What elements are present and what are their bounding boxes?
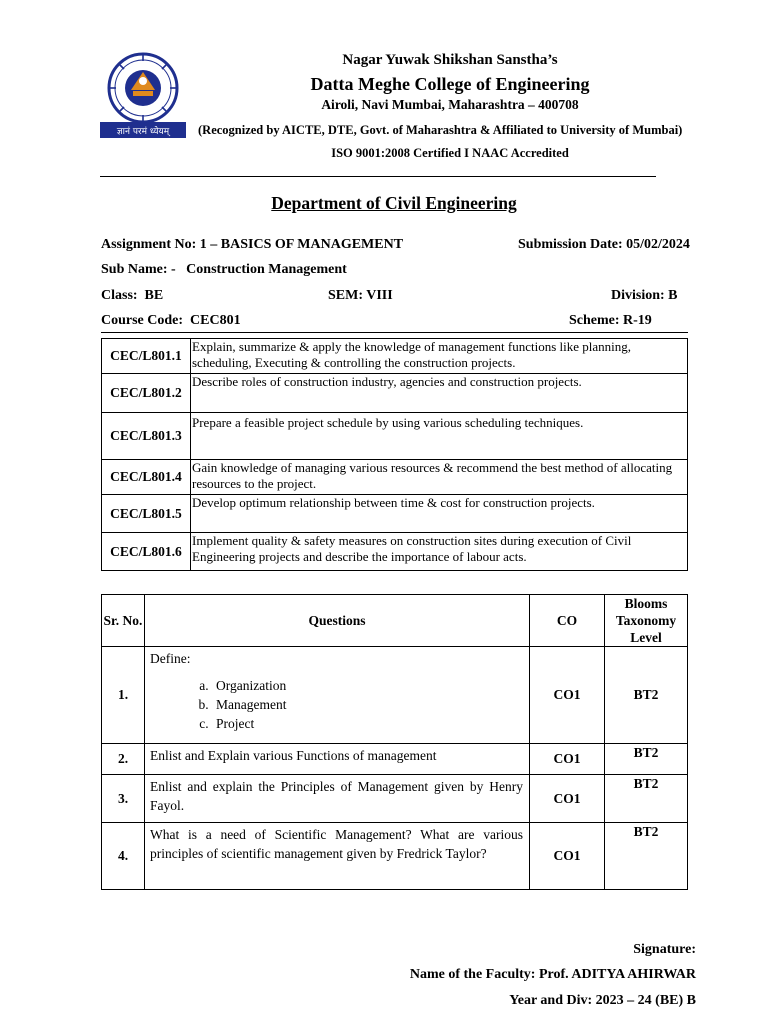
- course-code: Course Code: CEC801: [101, 313, 241, 328]
- submission-date: Submission Date: 05/02/2024: [518, 237, 690, 252]
- co-code: CEC/L801.5: [102, 495, 191, 533]
- assignment-title: Assignment No: 1 – BASICS OF MANAGEMENT: [101, 237, 404, 252]
- co-code: CEC/L801.2: [102, 374, 191, 413]
- society-name: Nagar Yuwak Shikshan Sanstha’s: [342, 52, 558, 68]
- co-code: CEC/L801.1: [102, 339, 191, 374]
- questions-header: Questions: [145, 595, 530, 647]
- co-row: [102, 533, 688, 571]
- question-row: [102, 823, 688, 890]
- question-number: 2.: [102, 744, 145, 775]
- co-description: Develop optimum relationship between time & cost for construction projects.: [191, 495, 688, 533]
- signature-label: Signature:: [633, 942, 696, 957]
- co-description: Implement quality & safety measures on construction sites during execution of Civil Engineering projects and describe the importance of labour acts.: [191, 533, 688, 571]
- co-row: [102, 339, 688, 374]
- co-row: [102, 413, 688, 460]
- question-blooms-level: BT2: [605, 775, 688, 823]
- co-row: [102, 495, 688, 533]
- questions-table: [101, 594, 688, 890]
- college-logo: [97, 50, 189, 140]
- co-description: Describe roles of construction industry, agencies and construction projects.: [191, 374, 688, 413]
- blooms-header: Blooms Taxonomy Level: [605, 595, 688, 647]
- question-number: 3.: [102, 775, 145, 823]
- question-text: What is a need of Scientific Management? What are various principles of scientific management given by Fredrick Taylor?: [145, 823, 530, 890]
- question-number: 1.: [102, 647, 145, 744]
- co-code: CEC/L801.6: [102, 533, 191, 571]
- questions-header-row: [102, 595, 688, 647]
- department-title: Department of Civil Engineering: [271, 193, 517, 213]
- question-row: [102, 744, 688, 775]
- question-row: [102, 647, 688, 744]
- scheme-label: Scheme: R-19: [569, 313, 652, 328]
- co-description: Prepare a feasible project schedule by using various scheduling techniques.: [191, 413, 688, 460]
- co-row: [102, 460, 688, 495]
- recognition-line: (Recognized by AICTE, DTE, Govt. of Maharashtra & Affiliated to University of Mumbai): [198, 123, 683, 137]
- question-text: Define:: [150, 651, 191, 666]
- list-item: c. Project: [212, 714, 523, 733]
- question-blooms-level: BT2: [605, 647, 688, 744]
- sr-no-header: Sr. No.: [102, 595, 145, 647]
- co-description: Gain knowledge of managing various resources & recommend the best method of allocating resources to the project.: [191, 460, 688, 495]
- co-description: Explain, summarize & apply the knowledge of management functions like planning, scheduling, Executing & controlling the construction projects.: [191, 339, 688, 374]
- question-text: Enlist and Explain various Functions of management: [145, 744, 530, 775]
- certification-line: ISO 9001:2008 Certified I NAAC Accredited: [331, 146, 569, 160]
- question-blooms-level: BT2: [605, 744, 688, 775]
- division-label: Division: B: [611, 288, 678, 303]
- question-number: 4.: [102, 823, 145, 890]
- year-division: Year and Div: 2023 – 24 (BE) B: [509, 993, 696, 1008]
- question-co: CO1: [530, 823, 605, 890]
- list-item: b. Management: [212, 695, 523, 714]
- question-row: [102, 775, 688, 823]
- college-address: Airoli, Navi Mumbai, Maharashtra – 400708: [321, 97, 579, 112]
- class-label: Class: BE: [101, 288, 164, 303]
- logo-motto: ज्ञानं परमं ध्येयम्: [116, 127, 170, 137]
- question-text: Enlist and explain the Principles of Management given by Henry Fayol.: [145, 775, 530, 823]
- question-co: CO1: [530, 744, 605, 775]
- subject-name: Sub Name: - Construction Management: [101, 262, 347, 277]
- co-row: [102, 374, 688, 413]
- meta-divider: [101, 332, 688, 333]
- co-code: CEC/L801.4: [102, 460, 191, 495]
- question-co: CO1: [530, 647, 605, 744]
- define-list: [150, 676, 523, 733]
- co-code: CEC/L801.3: [102, 413, 191, 460]
- header-divider: [100, 176, 656, 177]
- question-co: CO1: [530, 775, 605, 823]
- list-item: a. Organization: [212, 676, 523, 695]
- co-header: CO: [530, 595, 605, 647]
- college-name: Datta Meghe College of Engineering: [310, 74, 590, 94]
- course-outcomes-table: [101, 338, 688, 571]
- semester-label: SEM: VIII: [328, 288, 393, 303]
- question-blooms-level: BT2: [605, 823, 688, 890]
- faculty-name: Name of the Faculty: Prof. ADITYA AHIRWAR: [409, 967, 696, 982]
- question-text: [145, 647, 530, 744]
